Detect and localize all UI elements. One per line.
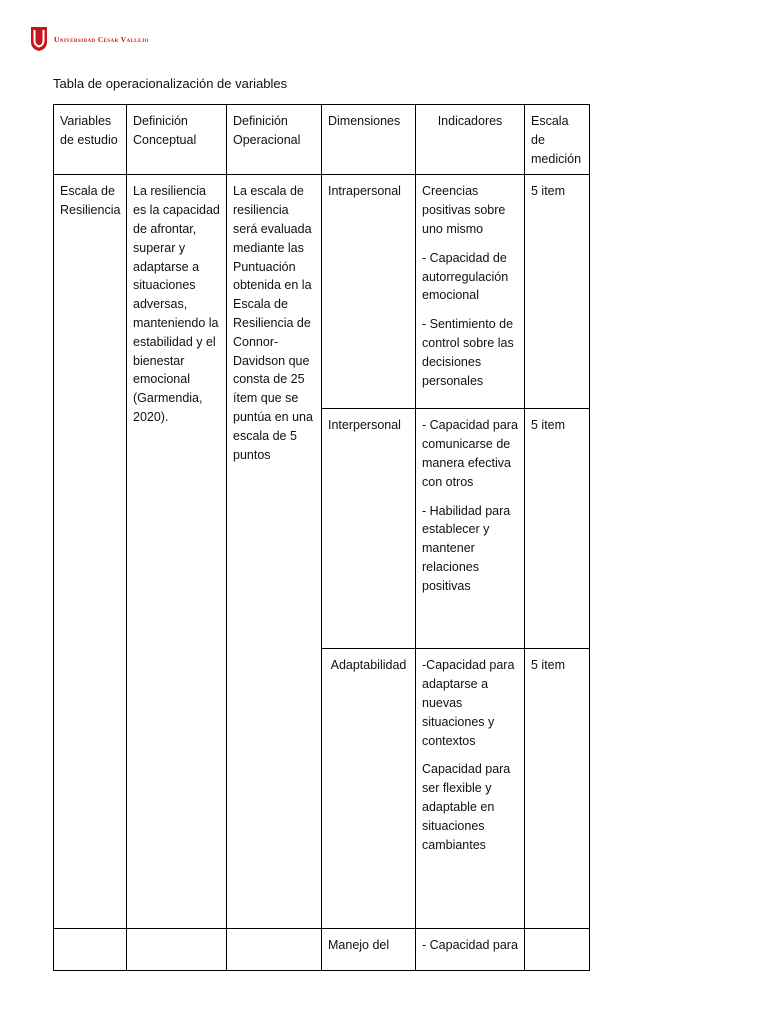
dimension-cell: Adaptabilidad xyxy=(322,649,416,929)
indicator-item: - Sentimiento de control sobre las decisiones personales xyxy=(422,317,514,388)
indicator-item: - Capacidad de autorregulación emocional xyxy=(422,250,509,303)
table-row xyxy=(54,175,590,409)
indicators-cell xyxy=(416,649,525,929)
header-indicadores: Indicadores xyxy=(416,105,525,175)
empty-cell xyxy=(127,929,227,971)
dimension-cell: Intrapersonal xyxy=(322,175,416,409)
indicator-item: Creencias positivas sobre uno mismo xyxy=(422,184,506,236)
definicion-conceptual-cell: La resiliencia es la capacidad de afrontar, superar y adaptarse a situaciones adversas, manteniendo la estabilidad y el bienestar emocional (Garmendia, 2020). xyxy=(127,175,227,929)
indicators-cell xyxy=(416,929,525,971)
indicator-item: - Capacidad para xyxy=(422,938,518,953)
university-logo-text: Universidad César Vallejo xyxy=(54,34,149,44)
dimension-cell: Interpersonal xyxy=(322,409,416,649)
indicators-cell xyxy=(416,409,525,649)
page-header xyxy=(30,24,149,54)
empty-cell xyxy=(227,929,322,971)
header-definicion-conceptual: Definición Conceptual xyxy=(127,105,227,175)
scale-cell: 5 item xyxy=(525,175,590,409)
variable-cell: Escala de Resiliencia xyxy=(54,175,127,929)
header-definicion-operacional: Definición Operacional xyxy=(227,105,322,175)
indicator-item: - Habilidad para establecer y mantener relaciones positivas xyxy=(422,503,511,593)
table-row xyxy=(54,929,590,971)
document-title: Tabla de operacionalización de variables xyxy=(53,76,288,91)
ucv-shield-icon xyxy=(30,26,48,52)
scale-cell xyxy=(525,929,590,971)
indicator-item: - Capacidad para comunicarse de manera efectiva con otros xyxy=(422,418,518,489)
header-dimensiones: Dimensiones xyxy=(322,105,416,175)
indicator-item: -Capacidad para adaptarse a nuevas situaciones y contextos xyxy=(422,658,515,748)
header-variables: Variables de estudio xyxy=(54,105,127,175)
scale-cell: 5 item xyxy=(525,409,590,649)
operationalization-table xyxy=(53,104,590,971)
definicion-operacional-cell: La escala de resiliencia será evaluada mediante las Puntuación obtenida en la Escala de Resiliencia de Connor-Davidson que consta de 25 ítem que se puntúa en una escala de 5 puntos xyxy=(227,175,322,929)
table-header-row xyxy=(54,105,590,175)
header-escala: Escala de medición xyxy=(525,105,590,175)
indicator-item: Capacidad para ser flexible y adaptable en situaciones cambiantes xyxy=(422,762,511,852)
scale-cell: 5 item xyxy=(525,649,590,929)
empty-cell xyxy=(54,929,127,971)
dimension-cell: Manejo del xyxy=(322,929,416,971)
indicators-cell xyxy=(416,175,525,409)
